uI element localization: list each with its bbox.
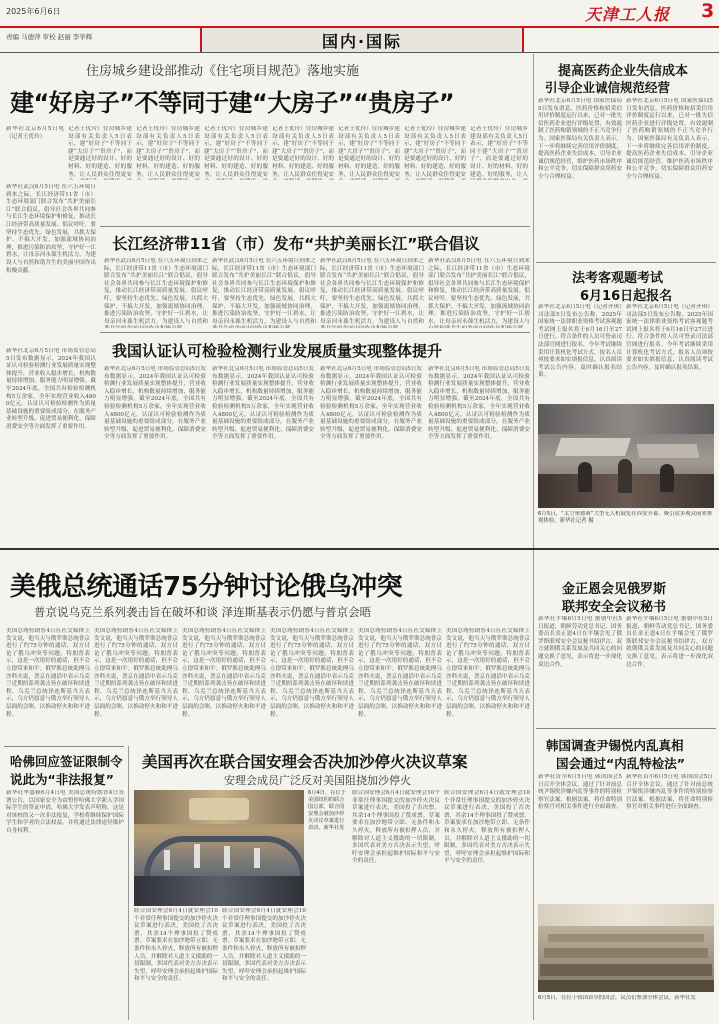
section-rule [0, 52, 719, 53]
issue-date: 2025年6月6日 [6, 7, 61, 16]
section-title: 国内·国际 [321, 32, 403, 51]
yangtze-top-rule [100, 226, 530, 227]
kim-subhead: 联邦安全会议秘书 [562, 600, 667, 615]
testing-body-col2: 新华社北京6月5日电 市场监管总局5日发布数据显示，2024年我国认证认可检验检测行业发展质量实现整体提升，营业收入稳步增长，机构数量持续增加，服务能力明显增强。截至2024年底，全国共有检验检测机构5万余家，全年实现营业收入4800亿元。认证认可检验检测作为质量基础设施的重要组成部分，在服务产业转型升级、促进贸易便利化、保障消费安全等方面发挥了重要作用。 [212, 366, 314, 441]
exam-subhead: 6月16日起报名 [580, 289, 673, 304]
korea-body-col2: 新华社首尔6月5日电 韩国国会5日召开全体会议，通过了针对前总统尹锡悦涉嫌内乱等事件的特别检察官法案。根据法案，将任命特别检察官对相关事件进行全面调查。 [626, 774, 713, 811]
yangtze-body-col2: 新华社武汉6月5日电 在六五环境日到来之际，长江经济带11省（市）生态环境部门联合发布“共护美丽长江”联合倡议，倡导社会各界共同参与长江生态环境保护和修复，推动长江经济带高质量发展。倡议呼吁，要坚持生态优先、绿色发展，共抓大保护、不搞大开发，加强流域协同治理，推进污染防治攻坚，守护好一江碧水，让母亲河永葆生机活力，为建设人与自然和 [104, 258, 208, 325]
gaza-headline: 美国再次在联合国安理会否决加沙停火决议草案 [142, 753, 468, 771]
kim-body-col2: 新华社平壤6月5日电 据朝中社5日报道，朝鲜劳动党总书记、国务委员长金正恩4日在平壤会见了俄罗斯联邦安全会议秘书绍伊古。双方就朝俄关系发展及共同关心的问题交换了意见，表示将进一步深化双边合作。 [626, 616, 713, 668]
korea-body-col1: 新华社首尔6月5日电 韩国国会5日召开全体会议，通过了针对前总统尹锡悦涉嫌内乱等事件的特别检察官法案。根据法案，将任命特别检察官对相关事件进行全面调查。 [538, 774, 622, 811]
harvard-divider [128, 746, 129, 1020]
brand-name: 天津工人报 [585, 5, 671, 24]
gaza-body-col1: 联合国安理会6月4日就安理会10个非常任理事国提交的加沙停火决议草案进行表决，美国投了否决票，其余14个理事国投了赞成票。草案要求在加沙地带立即、无条件和永久停火，释放所有被扣押人员，并解除对人道主义援助的一切限制。多国代表对美方否决表示失望，呼吁安理会承担起维护国际和平与安全的责任。 [134, 908, 218, 983]
putin-body-col5: 美国总统特朗普4日在社交媒体上发文说，他当天与俄罗斯总统普京进行了约75分钟的通话，双方讨论了俄乌冲突等问题。特朗普表示，这是一次很好的通话，但不会立即带来和平。俄罗斯总统助理乌沙科夫说，普京在通话中表示乌克兰近期的系列袭击旨在破坏和谈进程。乌克兰总统泽连斯基当天表示，乌方仍愿意与俄方举行领导人层面的会晤，以推动停火和和平进程。 [358, 628, 442, 718]
drug-body-col2: 新华社北京6月5日电 国家医保局5日发布消息，医药价格和招采信用评价制度运行以来，已对一批失信医药企业进行评级处置，有效遏制了医药购销领域的不正当竞争行为。国家医保局有关负责人表示，下一步将继续完善信用评价制度，提高医药企业失信成本，引导企业诚信规范经营，维护医药市场秩序和公平竞争，切实保障群众用药安全与合理权益。 [626, 98, 713, 180]
kim-korea-rule [536, 728, 716, 729]
housing-body-col3: 记者王优玲）住房城乡建设部有关负责人5日表示，建“好房子”不等同于建“大房子”“贵房子”，而是要通过好的设计、好的材料、好的建造、好的服务，让人民群众住得更安 [204, 126, 268, 178]
testing-body-col3: 新华社北京6月5日电 市场监管总局5日发布数据显示，2024年我国认证认可检验检测行业发展质量实现整体提升，营业收入稳步增长，机构数量持续增加，服务能力明显增强。截至2024年底，全国共有检验检测机构5万余家，全年实现营业收入4800亿元。认证认可检验检测作为质量基础设施的重要组成部分，在服务产业转型升级、促进贸易便利化、保障消费安全等方面发挥了重要作用。 [320, 366, 422, 441]
putin-headline: 美俄总统通话75分钟讨论俄乌冲突 [10, 572, 403, 602]
un-security-council-photo [134, 790, 304, 906]
drug-body-col1: 新华社北京6月5日电 国家医保局5日发布消息，医药价格和招采信用评价制度运行以来，已对一批失信医药企业进行评级处置，有效遏制了医药购销领域的不正当竞争行为。国家医保局有关负责人表示，下一步将继续完善信用评价制度，提高医药企业失信成本，引导企业诚信规范经营，维护医药市场秩序和公平竞争，切实保障群众用药安全与合理权益。 [538, 98, 622, 180]
putin-body-col4: 美国总统特朗普4日在社交媒体上发文说，他当天与俄罗斯总统普京进行了约75分钟的通话，双方讨论了俄乌冲突等问题。特朗普表示，这是一次很好的通话，但不会立即带来和平。俄罗斯总统助理乌沙科夫说，普京在通话中表示乌克兰近期的系列袭击旨在破坏和谈进程。乌克兰总统泽连斯基当天表示，乌方仍愿意与俄方举行领导人层面的会晤，以推动停火和和平进程。 [270, 628, 354, 718]
drug-headline: 提高医药企业失信成本 [558, 64, 689, 79]
harvard-headline: 哈佛回应签证限制令 [10, 754, 123, 769]
lower-right-divider [533, 552, 534, 1020]
harvard-body: 新华社华盛顿6月4日电 美国总统特朗普4日签署公告，以国家安全为由暂停哈佛大学新入学国际学生的签证申请。哈佛大学发表声明称，这是对该校的又一次非法报复，学校将继续保护国际学生和学者的合法权益，并将通过法律途径维护自身权利。 [6, 790, 124, 834]
housing-body-col1: 记者王优玲）住房城乡建设部有关负责人5日表示，建“好房子”不等同于建“大房子”“贵房子”，而是要通过好的设计、好的材料、好的建造、好的服务，让人民群众住得更安 [68, 126, 132, 178]
yangtze-body-col1: 新华社武汉6月5日电 在六五环境日到来之际，长江经济带11省（市）生态环境部门联合发布“共护美丽长江”联合倡议，倡导社会各界共同参与长江生态环境保护和修复，推动长江经济带高质量发展。倡议呼吁，要坚持生态优先、绿色发展，共抓大保护、不搞大开发，加强流域协同治理，推进污染防治攻坚，守护好一江碧水，让母亲河永葆生机活力，为建设人与自然和谐共生的美丽中国作出积极贡献。 [6, 184, 96, 274]
kim-body-col1: 新华社平壤6月5日电 据朝中社5日报道，朝鲜劳动党总书记、国务委员长金正恩4日在平壤会见了俄罗斯联邦安全会议秘书绍伊古。双方就朝俄关系发展及共同关心的问题交换了意见，表示将进一步深化双边合作。 [538, 616, 622, 668]
drug-subhead: 引导企业诚信规范经营 [545, 80, 671, 95]
putin-body-col1: 美国总统特朗普4日在社交媒体上发文说，他当天与俄罗斯总统普京进行了约75分钟的通话，双方讨论了俄乌冲突等问题。特朗普表示，这是一次很好的通话，但不会立即带来和平。俄罗斯总统助理乌沙科夫说，普京在通话中表示乌克兰近期的系列袭击旨在破坏和谈进程。乌克兰总统泽连斯基当天表示，乌方仍愿意与俄方举行领导人层面的会晤，以推动停火和和平进程。 [6, 628, 90, 718]
harvard-top-rule [4, 746, 124, 747]
un-photo-caption: 6月4日，在位于美国纽约的联合国总部，联合国安理会就加沙停火决议草案进行表决。新华社发 [308, 790, 346, 831]
housing-body-col5: 记者王优玲）住房城乡建设部有关负责人5日表示，建“好房子”不等同于建“大房子”“贵房子”，而是要通过好的设计、好的材料、好的建造、好的服务，让人民群众住得更安 [338, 126, 400, 178]
testing-body-col1: 新华社北京6月5日电 市场监管总局5日发布数据显示，2024年我国认证认可检验检测行业发展质量实现整体提升，营业收入稳步增长，机构数量持续增加，服务能力明显增强。截至2024年底，全国共有检验检测机构5万余家，全年实现营业收入4800亿元。认证认可检验检测作为质量基础设施的重要组成部分，在服务产业转型升级、促进贸易便利化、保障消费安全等方面发挥了重要作用。 [104, 366, 206, 441]
housing-headline: 建“好房子”不等同于建“大房子”“贵房子” [10, 89, 455, 117]
putin-body-col2: 美国总统特朗普4日在社交媒体上发文说，他当天与俄罗斯总统普京进行了约75分钟的通话，双方讨论了俄乌冲突等问题。特朗普表示，这是一次很好的通话，但不会立即带来和平。俄罗斯总统助理乌沙科夫说，普京在通话中表示乌克兰近期的系列袭击旨在破坏和谈进程。乌克兰总统泽连斯基当天表示，乌方仍愿意与俄方举行领导人层面的会晤，以推动停火和和平进程。 [94, 628, 178, 718]
putin-body-col3: 美国总统特朗普4日在社交媒体上发文说，他当天与俄罗斯总统普京进行了约75分钟的通话，双方讨论了俄乌冲突等问题。特朗普表示，这是一次很好的通话，但不会立即带来和平。俄罗斯总统助理乌沙科夫说，普京在通话中表示乌克兰近期的系列袭击旨在破坏和谈进程。乌克兰总统泽连斯基当天表示，乌方仍愿意与俄方举行领导人层面的会晤，以推动停火和和平进程。 [182, 628, 266, 718]
korea-headline: 韩国调查尹锡悦内乱真相 [546, 738, 684, 753]
page-number: 3 [701, 0, 715, 22]
gaza-subhead: 安理会成员广泛反对美国阻挠加沙停火 [224, 774, 411, 787]
brand-logo [583, 0, 719, 26]
housing-body-col2: 记者王优玲）住房城乡建设部有关负责人5日表示，建“好房子”不等同于建“大房子”“贵房子”，而是要通过好的设计、好的材料、好的建造、好的服务，让人民群众住得更安 [136, 126, 200, 178]
exam-body-col2: 新华社北京6月5日电（记者齐琪）司法部5日发布公告称，2025年国家统一法律职业资格考试客观题考试网上报名将于6月16日至27日进行。符合条件的人员可登录司法部官网进行报名。今年考试继续采用计算机化考试方式，报名人员须按要求如实填报信息，认真阅读考试公告内容，及时确认报名结果。 [626, 304, 713, 371]
housing-body-col6: 记者王优玲）住房城乡建设部有关负责人5日表示，建“好房子”不等同于建“大房子”“贵房子”，而是要通过好的设计、好的材料、好的建造、好的服务，让人民群众住得更安 [404, 126, 466, 178]
exam-body-col1: 新华社北京6月5日电（记者齐琪）司法部5日发布公告称，2025年国家统一法律职业资格考试客观题考试网上报名将于6月16日至27日进行。符合条件的人员可登录司法部官网进行报名。今年考试继续采用计算机化考试方式，报名人员须按要求如实填报信息，认真阅读考试公告内容，及时确认报名结果。 [538, 304, 622, 379]
yangtze-body-col5: 新华社武汉6月5日电 在六五环境日到来之际，长江经济带11省（市）生态环境部门联合发布“共护美丽长江”联合倡议，倡导社会各界共同参与长江生态环境保护和修复，推动长江经济带高质量发展。倡议呼吁，要坚持生态优先、绿色发展，共抓大保护、不搞大开发，加强流域协同治理，推进污染防治攻坚，守护好一江碧水，让母亲河永葆生机活力，为建设人与 [428, 258, 530, 325]
housing-body-col7: 记者王优玲）住房城乡建设部有关负责人5日表示，建“好房子”不等同于建“大房子”“贵房子”，而是要通过好的设计、好的材料、好的建造、好的服务，让人 [470, 126, 528, 178]
drug-exam-rule [536, 262, 716, 263]
testing-headline: 我国认证认可检验检测行业发展质量实现整体提升 [112, 342, 443, 360]
testing-body-col4: 新华社北京6月5日电 市场监管总局5日发布数据显示，2024年我国认证认可检验检测行业发展质量实现整体提升，营业收入稳步增长，机构数量持续增加，服务能力明显增强。截至2024年底，全国共有检验检测机构5万余家，全年实现营业收入4800亿元。认证认可检验检测作为质量基础设施的重要组成部分，在服务产业转型升级、促进贸易便利化、保障消费安全等方面发挥了重要作用。 [428, 366, 530, 441]
housing-body-col4: 记者王优玲）住房城乡建设部有关负责人5日表示，建“好房子”不等同于建“大房子”“贵房子”，而是要通过好的设计、好的材料、好的建造、好的服务，让人民群众住得更安 [272, 126, 334, 178]
putin-body-col6: 美国总统特朗普4日在社交媒体上发文说，他当天与俄罗斯总统普京进行了约75分钟的通话，双方讨论了俄乌冲突等问题。特朗普表示，这是一次很好的通话，但不会立即带来和平。俄罗斯总统助理乌沙科夫说，普京在通话中表示乌克兰近期的系列袭击旨在破坏和谈进程。乌克兰总统泽连斯基当天表示，乌方仍愿意与俄方举行领导人层面的会晤，以推动停火和和平进程。 [446, 628, 530, 718]
yangtze-headline: 长江经济带11省（市）发布“共护美丽长江”联合倡议 [112, 235, 480, 253]
exam-headline: 法考客观题考试 [572, 271, 664, 286]
testing-left-col: 新华社北京6月5日电 市场监管总局5日发布数据显示，2024年我国认证认可检验检测行业发展质量实现整体提升，营业收入稳步增长，机构数量持续增加，服务能力明显增强。截至2024年底，全国共有检验检测机构5万余家，全年实现营业收入4800亿元。认证认可检验检测作为质量基础设施的重要组成部分，在服务产业转型升级、促进贸易便利化、保障消费安全等方面发挥了重要作用。 [6, 348, 96, 430]
right-column-divider [533, 54, 534, 624]
housing-dateline: 新华社北京6月5日电（记者王优玲） [6, 126, 64, 140]
yangtze-body-col3: 新华社武汉6月5日电 在六五环境日到来之际，长江经济带11省（市）生态环境部门联合发布“共护美丽长江”联合倡议，倡导社会各界共同参与长江生态环境保护和修复，推动长江经济带高质量发展。倡议呼吁，要坚持生态优先、绿色发展，共抓大保护、不搞大开发，加强流域协同治理，推进污染防治攻坚，守护好一江碧水，让母亲河永葆生机活力，为建设人与自然和 [212, 258, 316, 325]
gaza-body-col4: 联合国安理会6月4日就安理会10个非常任理事国提交的加沙停火决议草案进行表决，美国投了否决票，其余14个理事国投了赞成票。草案要求在加沙地带立即、无条件和永久停火，释放所有被扣押人员，并解除对人道主义援助的一切限制。多国代表对美方否决表示失望，呼吁安理会承担起维护国际和平与安全的责任。 [444, 790, 530, 865]
drone-exhibition-photo [538, 404, 714, 508]
korea-subhead: 国会通过“内乱特检法” [556, 756, 685, 771]
yangtze-body-col4: 新华社武汉6月5日电 在六五环境日到来之际，长江经济带11省（市）生态环境部门联合发布“共护美丽长江”联合倡议，倡导社会各界共同参与长江生态环境保护和修复，推动长江经济带高质量发展。倡议呼吁，要坚持生态优先、绿色发展，共抓大保护、不搞大开发，加强流域协同治理，推进污染防治攻坚，守护好一江碧水，让母亲河永葆生机活力，为建设人与自然和 [320, 258, 424, 325]
housing-kicker: 住房城乡建设部推动《住宅项目规范》落地实施 [86, 64, 360, 79]
korea-assembly-photo [538, 904, 714, 992]
harvard-subhead: 说此为“非法报复” [10, 772, 114, 787]
gaza-body-col2: 联合国安理会6月4日就安理会10个非常任理事国提交的加沙停火决议草案进行表决，美国投了否决票，其余14个理事国投了赞成票。草案要求在加沙地带立即、无条件和永久停火，释放所有被扣押人员，并解除对人道主义援助的一切限制。多国代表对美方否决表示失望，呼吁安理会承担起维护国际和平与安全的责任。 [222, 908, 306, 983]
section-banner [200, 28, 524, 52]
putin-subhead: 普京说乌克兰系列袭击旨在破坏和谈 泽连斯基表示仍愿与普京会晤 [34, 605, 372, 619]
editor-credits: 责编 马德萍 审校 赵丽 李学辉 [6, 33, 93, 41]
housing-lead [6, 126, 64, 172]
main-divider [0, 548, 719, 550]
kim-headline: 金正恩会见俄罗斯 [562, 582, 667, 597]
drone-photo-caption: 6月5日，“太空奥德赛”大型无人机展览在西安开幕，吸引众多观众前来参观体验。新华社记者 摄 [538, 511, 713, 524]
gaza-body-col3: 联合国安理会6月4日就安理会10个非常任理事国提交的加沙停火决议草案进行表决，美国投了否决票，其余14个理事国投了赞成票。草案要求在加沙地带立即、无条件和永久停火，释放所有被扣押人员，并解除对人道主义援助的一切限制。多国代表对美方否决表示失望，呼吁安理会承担起维护国际和平与安全的责任。 [352, 790, 440, 865]
testing-top-rule [100, 332, 530, 333]
korea-photo-caption: 6月5日，在位于韩国首尔的国会，议员们参加全体会议。新华社发 [538, 995, 696, 1001]
